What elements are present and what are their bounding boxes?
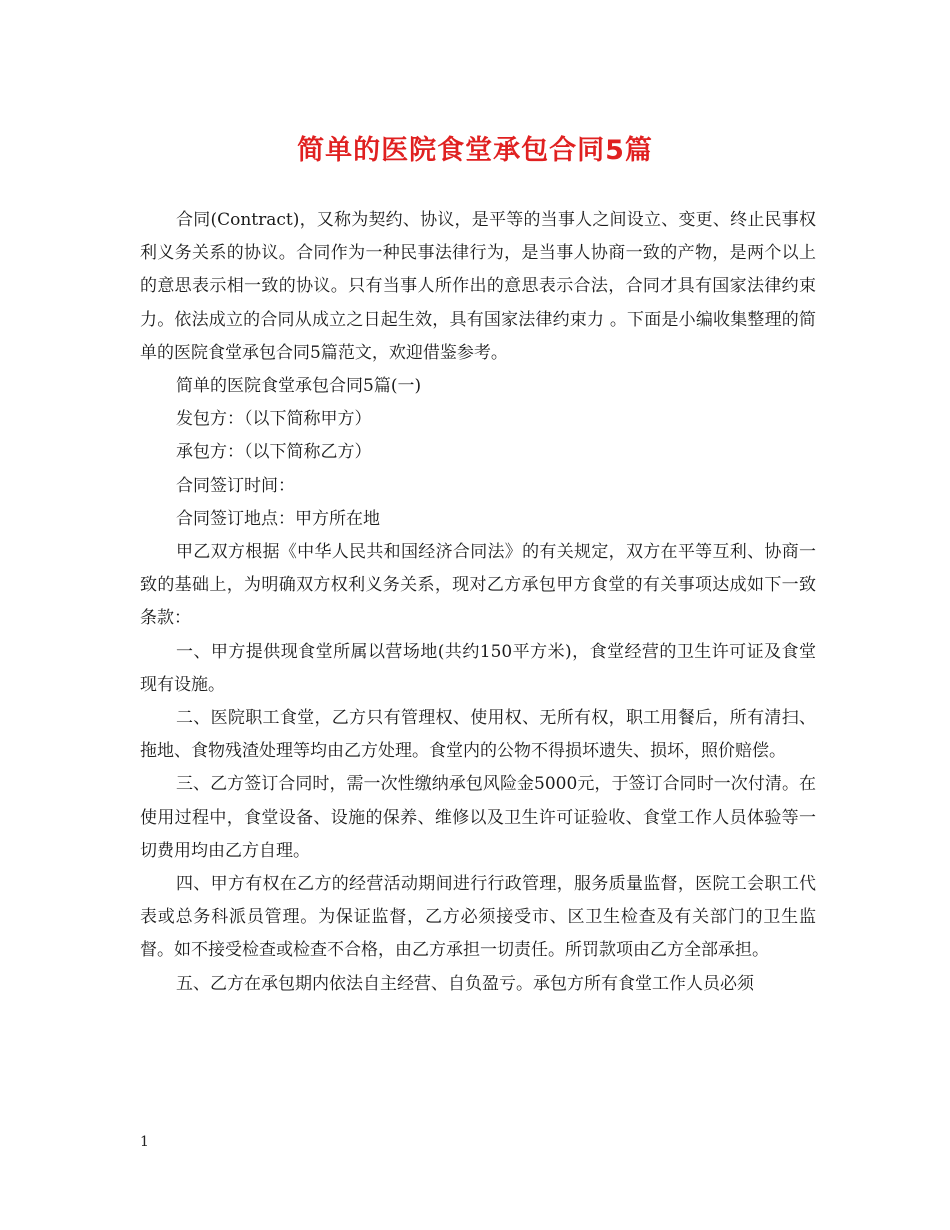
signing-time-line: 合同签订时间：	[176, 475, 295, 496]
document-body	[140, 204, 816, 1001]
clause-3: 三、乙方签订合同时，需一次性缴纳承包风险金5000元，于签订合同时一次付清。在使用过程中，食堂设备、设施的保养、维修以及卫生许可证验收、食堂工作人员体验等一切费用均由乙方自理。	[140, 774, 816, 861]
document-title: 简单的医院食堂承包合同5篇	[297, 135, 653, 166]
party-a-line: 发包方：（以下简称甲方）	[176, 409, 372, 430]
signing-place-line: 合同签订地点：甲方所在地	[176, 508, 380, 529]
page-number: 1	[140, 1134, 149, 1150]
intro-paragraph: 合同(Contract)，又称为契约、协议，是平等的当事人之间设立、变更、终止民事权利义务关系的协议。合同作为一种民事法律行为，是当事人协商一致的产物，是两个以上的意思表示相一致的协议。只有当事人所作出的意思表示合法，合同才具有国家法律约束力。依法成立的合同从成立之日起生效，具有国家法律约束力 。下面是小编收集整理的简单的医院食堂承包合同5篇范文，欢迎借鉴参考。	[140, 210, 816, 363]
clause-4: 四、甲方有权在乙方的经营活动期间进行行政管理，服务质量监督，医院工会职工代表或总务科派员管理。为保证监督，乙方必须接受市、区卫生检查及有关部门的卫生监督。如不接受检查或检查不合格，由乙方承担一切责任。所罚款项由乙方全部承担。	[140, 874, 816, 961]
preamble-paragraph: 甲乙双方根据《中华人民共和国经济合同法》的有关规定，双方在平等互利、协商一致的基础上，为明确双方权利义务关系，现对乙方承包甲方食堂的有关事项达成如下一致条款：	[140, 542, 816, 629]
party-b-line: 承包方：（以下简称乙方）	[176, 442, 372, 463]
clause-2: 二、医院职工食堂，乙方只有管理权、使用权、无所有权，职工用餐后，所有清扫、拖地、食物残渣处理等均由乙方处理。食堂内的公物不得损坏遗失、损坏，照价赔偿。	[140, 708, 816, 762]
clause-5: 五、乙方在承包期内依法自主经营、自负盈亏。承包方所有食堂工作人员必须	[176, 973, 754, 994]
section-heading: 简单的医院食堂承包合同5篇(一)	[176, 376, 422, 397]
clause-1: 一、甲方提供现食堂所属以营场地(共约150平方米)，食堂经营的卫生许可证及食堂现有设施。	[140, 641, 816, 695]
